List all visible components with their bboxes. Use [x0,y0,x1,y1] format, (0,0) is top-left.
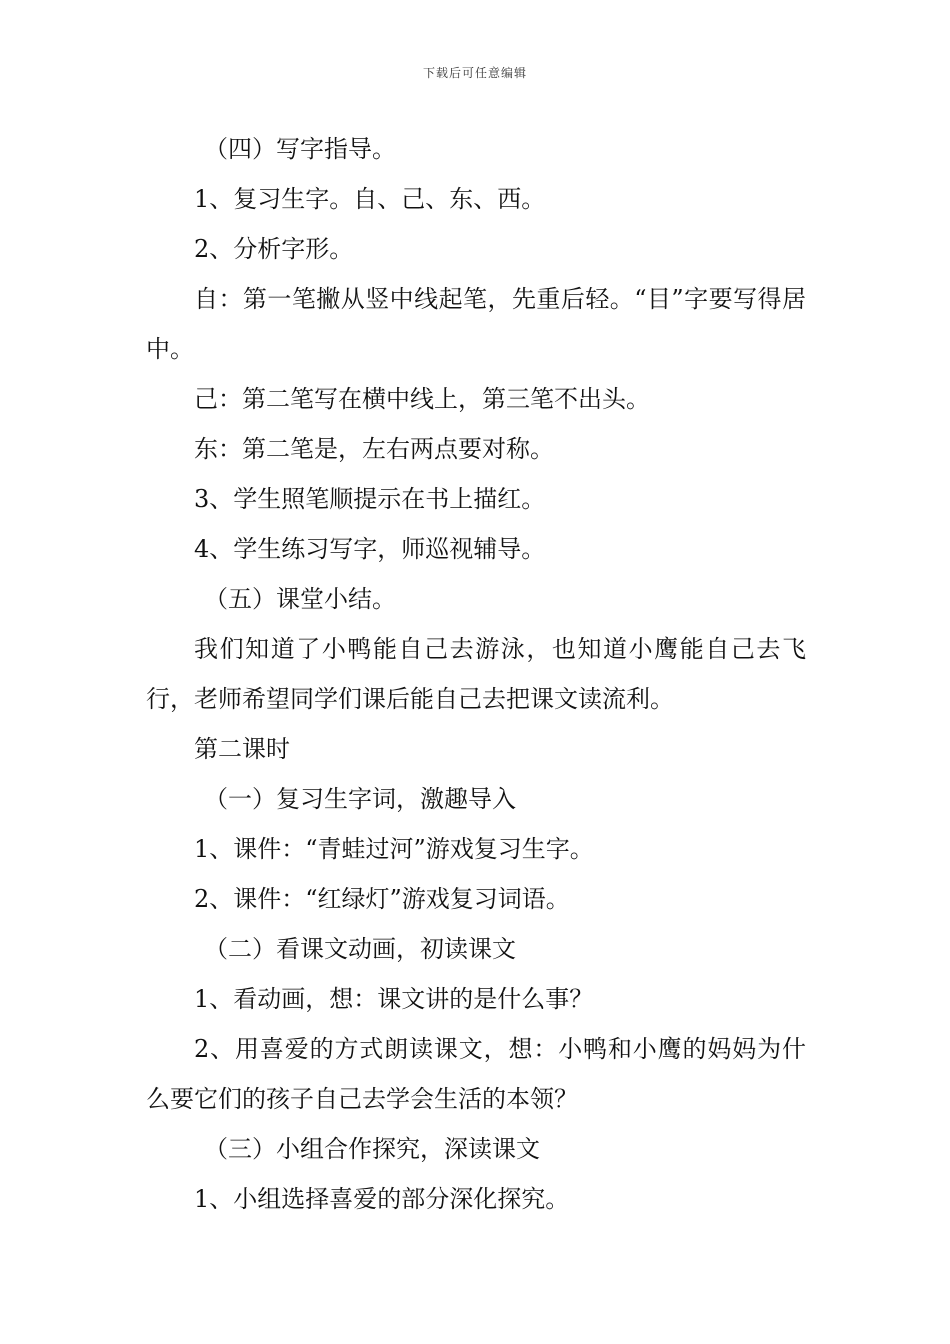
paragraph: 己：第二笔写在横中线上，第三笔不出头。 [194,385,650,413]
section-heading: （二）看课文动画，初读课文 [204,935,516,963]
section-heading: （一）复习生字词，激趣导入 [204,785,516,813]
paragraph: 1、小组选择喜爱的部分深化探究。 [194,1185,570,1213]
paragraph: 1、看动画，想：课文讲的是什么事？ [194,985,594,1013]
paragraph: 东：第二笔是，左右两点要对称。 [194,435,554,463]
paragraph: 2、分析字形。 [194,235,354,263]
paragraph: 1、复习生字。自、己、东、西。 [194,185,546,213]
document-body [146,124,806,1224]
section-heading: （三）小组合作探究，深读课文 [204,1135,540,1163]
paragraph: 3、学生照笔顺提示在书上描红。 [194,485,546,513]
paragraph: 我们知道了小鸭能自己去游泳，也知道小鹰能自己去飞行，老师希望同学们课后能自己去把课文读流利。 [146,635,806,713]
section-heading: （五）课堂小结。 [204,585,396,613]
page-header: 下载后可任意编辑 [422,66,527,80]
paragraph: 自：第一笔撇从竖中线起笔，先重后轻。“目”字要写得居中。 [146,285,806,363]
section-heading: （四）写字指导。 [204,135,396,163]
paragraph: 2、用喜爱的方式朗读课文，想：小鸭和小鹰的妈妈为什么要它们的孩子自己去学会生活的本领？ [146,1035,806,1113]
lesson-title: 第二课时 [194,735,290,763]
paragraph: 2、课件：“红绿灯”游戏复习词语。 [194,885,570,913]
paragraph: 1、课件：“青蛙过河”游戏复习生字。 [194,835,594,863]
paragraph: 4、学生练习写字，师巡视辅导。 [194,535,546,563]
